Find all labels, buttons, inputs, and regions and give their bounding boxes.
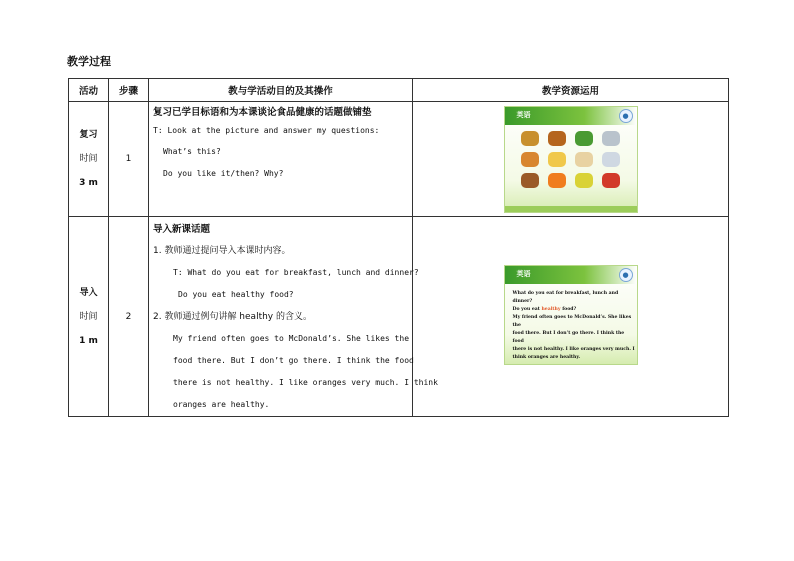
table-row	[69, 217, 729, 417]
slide-thumbnail-foods	[504, 106, 638, 213]
activity-cell	[69, 102, 109, 217]
slide-banner	[505, 266, 637, 284]
slide-line: Do you eat healthy food?	[512, 307, 577, 312]
text-line: there is not healthy. I like oranges very much. I think	[173, 378, 438, 387]
header-step: 步骤	[109, 79, 149, 102]
rice-bowl-icon	[602, 152, 620, 167]
food-grid	[505, 131, 637, 188]
row-title: 复习已学目标语和为本课谈论食品健康的话题做铺垫	[153, 107, 372, 118]
slide-highlight-word: healthy	[541, 307, 561, 312]
text-line: 1. 教师通过提问导入本课时内容。	[153, 246, 291, 256]
chicken-icon	[521, 173, 539, 188]
slide-bottom-bar	[505, 206, 637, 212]
text-line: oranges are healthy.	[173, 400, 270, 409]
meat-icon	[548, 131, 566, 146]
operation-cell	[149, 217, 438, 417]
step-cell: 2	[109, 217, 149, 417]
step-cell: 1	[109, 102, 149, 217]
slide-line: What do you eat for breakfast, lunch and dinner?	[512, 291, 619, 304]
activity-cell	[69, 217, 109, 417]
page-heading: 教学过程	[67, 55, 111, 68]
text-line: What’s this?	[163, 147, 221, 156]
activity-time-value: 3 m	[79, 178, 98, 188]
slide-line: think oranges are healthy.	[512, 355, 581, 360]
text-line: Do you eat healthy food?	[178, 290, 294, 299]
pear-icon	[575, 173, 593, 188]
fish-icon	[521, 152, 539, 167]
badge-icon: ●	[619, 109, 633, 123]
activity-time-label: 时间	[79, 311, 98, 322]
row-title: 导入新课话题	[153, 224, 211, 235]
table-header-row	[69, 79, 729, 102]
text-line: 2. 教师通过例句讲解 healthy 的含义。	[153, 312, 312, 322]
text-line: T: What do you eat for breakfast, lunch and dinner?	[173, 268, 419, 277]
carrots-icon	[548, 173, 566, 188]
activity-time-value: 1 m	[79, 335, 98, 346]
text-line: Do you like it/then? Why?	[163, 169, 284, 178]
header-operation: 教与学活动目的及其操作	[149, 79, 413, 102]
activity-name: 复习	[79, 130, 98, 140]
slide-logo: 英语	[516, 270, 531, 278]
activity-name: 导入	[79, 287, 98, 298]
slide-text	[505, 284, 637, 362]
slide-banner	[505, 107, 637, 125]
badge-icon: ●	[619, 268, 633, 282]
slide-line: food there. But I don’t go there. I think the food	[512, 331, 625, 344]
slide-thumbnail-healthy	[504, 265, 638, 365]
bread-icon	[575, 152, 593, 167]
text-line: T: Look at the picture and answer my questions:	[153, 126, 380, 135]
salad-icon	[575, 131, 593, 146]
fries-icon	[548, 152, 566, 167]
text-line: My friend often goes to McDonald’s. She likes the	[173, 334, 410, 343]
burger-icon	[521, 131, 539, 146]
slide-line: My friend often goes to McDonald’s. She likes the	[512, 315, 632, 328]
resource-cell	[413, 217, 729, 417]
operation-cell	[149, 102, 413, 217]
header-resources: 教学资源运用	[413, 79, 729, 102]
plates-icon	[602, 131, 620, 146]
slide-line: there is not healthy. I like oranges very much. I	[512, 347, 635, 352]
header-activity: 活动	[69, 79, 109, 102]
text-line: food there. But I don’t go there. I think the food	[173, 356, 414, 365]
apple-icon	[602, 173, 620, 188]
lesson-table	[68, 78, 729, 417]
activity-time-label: 时间	[79, 154, 98, 164]
slide-logo: 英语	[516, 110, 531, 119]
table-row	[69, 102, 729, 217]
resource-cell	[413, 102, 729, 217]
